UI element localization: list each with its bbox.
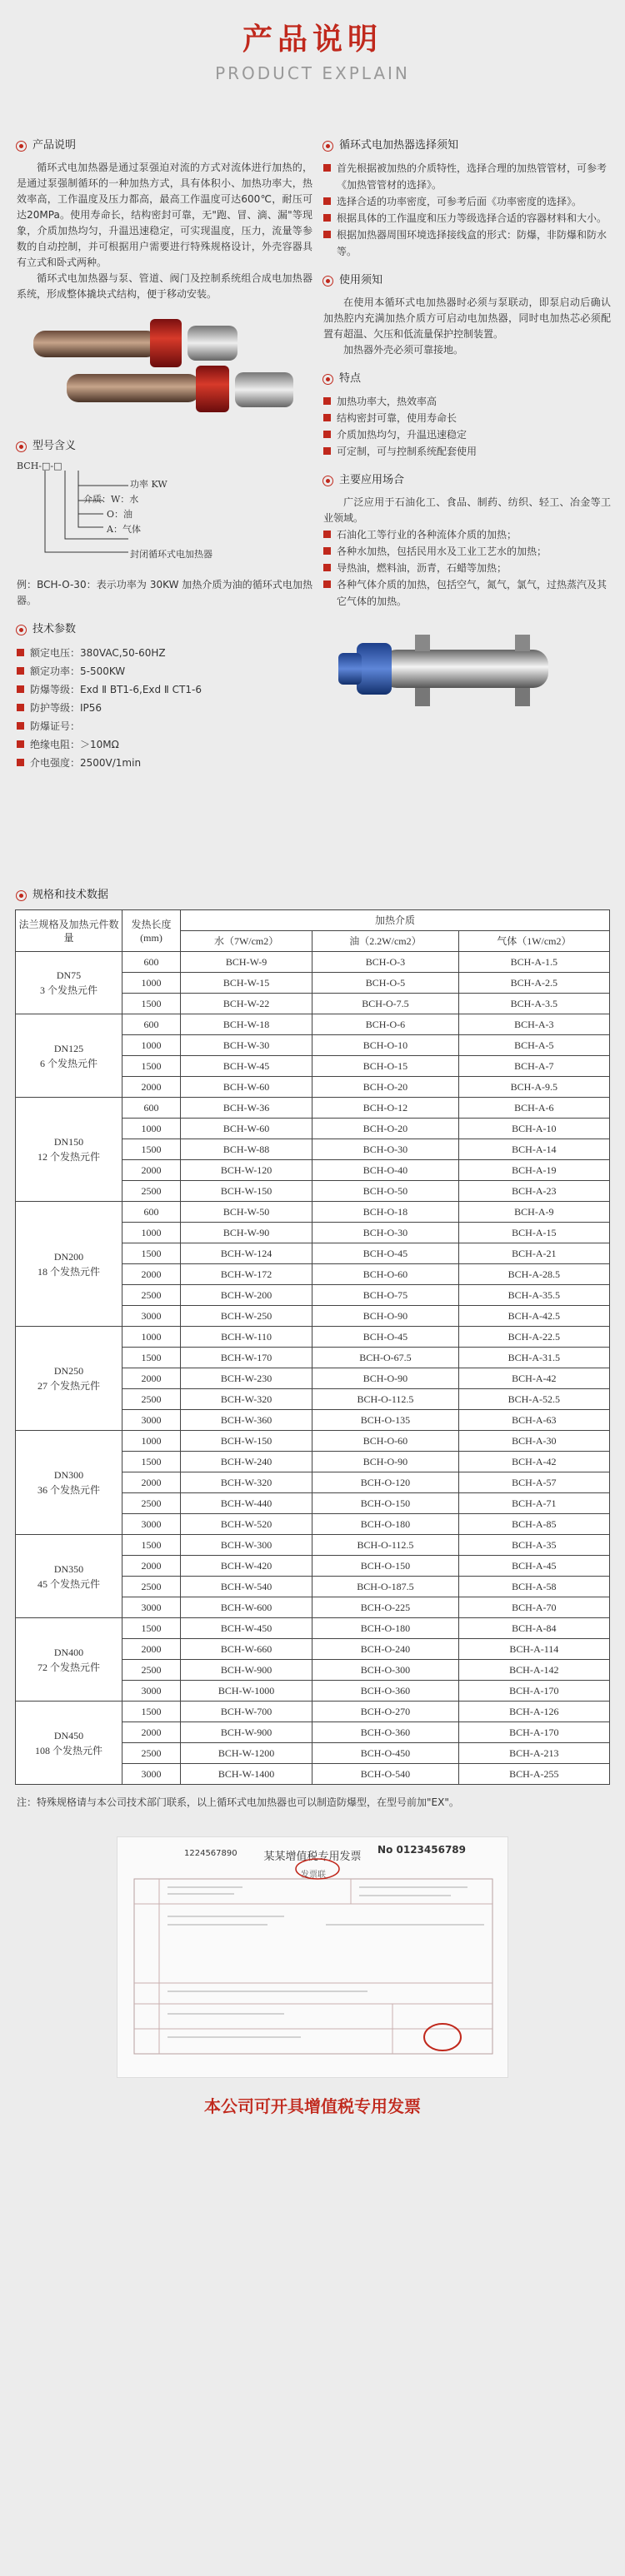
cell-oil: BCH-O-120 [312,1472,459,1493]
cell-water: BCH-W-110 [181,1327,312,1348]
col-header-length: 发热长度(mm) [122,910,181,952]
cell-length: 2000 [122,1368,181,1389]
cell-gas: BCH-A-30 [458,1431,609,1452]
cell-oil: BCH-O-90 [312,1452,459,1472]
cell-length: 2000 [122,1556,181,1577]
cell-water: BCH-W-250 [181,1306,312,1327]
table-note: 注：特殊规格请与本公司技术部门联系，以上循环式电加热器也可以制造防爆型，在型号前加"EX"。 [17,1796,459,1808]
cell-water: BCH-W-450 [181,1618,312,1639]
cell-gas: BCH-A-213 [458,1743,609,1764]
cell-flange: DN250 27 个发热元件 [16,1327,122,1431]
cell-length: 2500 [122,1181,181,1202]
cell-flange: DN150 12 个发热元件 [16,1098,122,1202]
invoice-code: 1224567890 [184,1849,238,1858]
cell-gas: BCH-A-2.5 [458,973,609,994]
cell-water: BCH-W-22 [181,994,312,1014]
cell-oil: BCH-O-60 [312,1431,459,1452]
cell-flange: DN75 3 个发热元件 [16,952,122,1014]
cell-oil: BCH-O-360 [312,1681,459,1702]
cell-flange: DN400 72 个发热元件 [16,1618,122,1702]
cell-length: 3000 [122,1681,181,1702]
cell-length: 1500 [122,1348,181,1368]
cell-length: 1000 [122,1035,181,1056]
cell-length: 1000 [122,1119,181,1139]
section-heading: 特点 [323,371,611,386]
cell-gas: BCH-A-126 [458,1702,609,1722]
cell-length: 2500 [122,1743,181,1764]
section-heading: 规格和技术数据 [17,888,625,903]
left-column [17,132,312,772]
model-line-gas: A：气体 [107,524,141,535]
heater-image-2 [323,625,611,716]
invoice-image [117,1836,508,2078]
table-row [16,1702,610,1722]
cell-length: 3000 [122,1514,181,1535]
cell-gas: BCH-A-42.5 [458,1306,609,1327]
cell-length: 3000 [122,1597,181,1618]
cell-oil: BCH-O-40 [312,1160,459,1181]
spec-table-body [16,952,610,1785]
usage-paragraph-1: 在使用本循环式电加热器时必须与泵联动，即泵启动后确认加热腔内充满加热介质方可启动电加热器，同时电加热芯必须配置有超温、欠压和低流量保护控制装置。 [323,296,611,340]
model-line-medium: 介质：W：水 [83,494,139,505]
cell-oil: BCH-O-240 [312,1639,459,1660]
col-header-gas: 气体（1W/cm2） [458,931,609,952]
cell-length: 1500 [122,1056,181,1077]
applications-list [323,526,611,610]
cell-water: BCH-W-1400 [181,1764,312,1785]
cell-length: 2000 [122,1472,181,1493]
cell-length: 2500 [122,1389,181,1410]
cell-gas: BCH-A-35 [458,1535,609,1556]
cell-oil: BCH-O-18 [312,1202,459,1223]
intro-paragraph-2: 循环式电加热器与泵、管道、阀门及控制系统组合成电加热器系统，形成整体撬块式结构，便于移动安装。 [17,272,312,300]
cell-gas: BCH-A-57 [458,1472,609,1493]
cell-oil: BCH-O-150 [312,1493,459,1514]
cell-gas: BCH-A-52.5 [458,1389,609,1410]
spec-item: 介电强度：2500V/1min [17,754,312,772]
footer-text: 本公司可开具增值税专用发票 [204,2096,421,2116]
cell-gas: BCH-A-31.5 [458,1348,609,1368]
cell-oil: BCH-O-30 [312,1139,459,1160]
cell-oil: BCH-O-150 [312,1556,459,1577]
cell-flange: DN125 6 个发热元件 [16,1014,122,1098]
cell-flange: DN450 108 个发热元件 [16,1702,122,1785]
cell-flange: DN300 36 个发热元件 [16,1431,122,1535]
selection-item: 选择合适的功率密度，可参考后面《功率密度的选择》。 [323,193,611,210]
cell-oil: BCH-O-180 [312,1514,459,1535]
spec-item: 防爆等级：Exd Ⅱ BT1-6,Exd Ⅱ CT1-6 [17,680,312,699]
section-heading: 使用须知 [323,273,611,288]
cell-water: BCH-W-45 [181,1056,312,1077]
cell-water: BCH-W-440 [181,1493,312,1514]
usage-paragraph-2: 加热器外壳必须可靠接地。 [343,344,464,356]
table-row [16,1327,610,1348]
cell-water: BCH-W-900 [181,1660,312,1681]
col-header-medium: 加热介质 [181,910,610,931]
cell-gas: BCH-A-42 [458,1368,609,1389]
cell-water: BCH-W-120 [181,1160,312,1181]
cell-length: 1000 [122,973,181,994]
feature-item: 可定制，可与控制系统配套使用 [323,443,611,460]
cell-oil: BCH-O-112.5 [312,1389,459,1410]
cell-water: BCH-W-420 [181,1556,312,1577]
footer-banner [0,2078,625,2163]
cell-length: 2500 [122,1493,181,1514]
cell-water: BCH-W-36 [181,1098,312,1119]
feature-item: 介质加热均匀，升温迅速稳定 [323,426,611,443]
cell-gas: BCH-A-14 [458,1139,609,1160]
cell-gas: BCH-A-170 [458,1722,609,1743]
specs-list [17,644,312,772]
cell-gas: BCH-A-28.5 [458,1264,609,1285]
model-line-name: 封闭循环式电加热器 [130,549,212,560]
right-column [323,132,611,716]
cell-length: 1500 [122,1243,181,1264]
model-example: 例：BCH-O-30：表示功率为 30KW 加热介质为油的循环式电加热器。 [17,579,312,606]
cell-oil: BCH-O-45 [312,1243,459,1264]
cell-gas: BCH-A-21 [458,1243,609,1264]
cell-gas: BCH-A-45 [458,1556,609,1577]
cell-oil: BCH-O-360 [312,1722,459,1743]
cell-water: BCH-W-320 [181,1472,312,1493]
cell-oil: BCH-O-45 [312,1327,459,1348]
invoice-lines [118,1837,509,2079]
cell-gas: BCH-A-42 [458,1452,609,1472]
selection-item: 首先根据被加热的介质特性，选择合理的加热管管材，可参考《加热管管材的选择》。 [323,160,611,193]
cell-gas: BCH-A-114 [458,1639,609,1660]
spec-item: 额定功率：5-500KW [17,662,312,680]
cell-oil: BCH-O-3 [312,952,459,973]
cell-gas: BCH-A-15 [458,1223,609,1243]
cell-oil: BCH-O-20 [312,1119,459,1139]
cell-water: BCH-W-15 [181,973,312,994]
model-diagram [17,461,312,577]
cell-gas: BCH-A-6 [458,1098,609,1119]
cell-length: 1500 [122,1618,181,1639]
cell-gas: BCH-A-84 [458,1618,609,1639]
table-row [16,952,610,973]
cell-water: BCH-W-9 [181,952,312,973]
cell-gas: BCH-A-63 [458,1410,609,1431]
cell-water: BCH-W-520 [181,1514,312,1535]
cell-water: BCH-W-360 [181,1410,312,1431]
page-title: 产品说明 [242,22,382,57]
cell-length: 1500 [122,994,181,1014]
cell-oil: BCH-O-12 [312,1098,459,1119]
cell-gas: BCH-A-10 [458,1119,609,1139]
cell-oil: BCH-O-10 [312,1035,459,1056]
cell-oil: BCH-O-180 [312,1618,459,1639]
page-header [0,0,625,98]
cell-length: 2500 [122,1577,181,1597]
cell-water: BCH-W-200 [181,1285,312,1306]
cell-oil: BCH-O-7.5 [312,994,459,1014]
cell-water: BCH-W-60 [181,1119,312,1139]
cell-water: BCH-W-50 [181,1202,312,1223]
cell-oil: BCH-O-75 [312,1285,459,1306]
cell-water: BCH-W-170 [181,1348,312,1368]
spec-item: 额定电压：380VAC,50-60HZ [17,644,312,662]
cell-oil: BCH-O-20 [312,1077,459,1098]
cell-length: 2000 [122,1264,181,1285]
cell-oil: BCH-O-225 [312,1597,459,1618]
model-line-oil: O：油 [107,509,133,520]
cell-water: BCH-W-30 [181,1035,312,1056]
cell-gas: BCH-A-3.5 [458,994,609,1014]
cell-oil: BCH-O-540 [312,1764,459,1785]
section-heading: 型号含义 [17,439,312,454]
features-list [323,393,611,460]
cell-water: BCH-W-1200 [181,1743,312,1764]
cell-water: BCH-W-150 [181,1431,312,1452]
cell-oil: BCH-O-112.5 [312,1535,459,1556]
top-section [0,98,625,881]
spec-table-wrap [15,909,610,1785]
intro-paragraph-1: 循环式电加热器是通过泵强迫对流的方式对流体进行加热的，是通过泵强制循环的一种加热方式，具有体积小、加热功率大，热效率高，工作温度及压力都高，最高工作温度可达600℃，耐压可达20MPa。使用寿命长，结构密封可靠，无"跑、冒、滴、漏"等现象，介质加热均匀，升温迅速稳定，可实现温度，压力，流量等参数的自动控制，并可根据用户需要进行特殊规格设计，外壳容器具有立式和卧式两种。 [17,162,312,268]
cell-water: BCH-W-124 [181,1243,312,1264]
cell-length: 1000 [122,1327,181,1348]
cell-water: BCH-W-240 [181,1452,312,1472]
cell-water: BCH-W-60 [181,1077,312,1098]
cell-gas: BCH-A-85 [458,1514,609,1535]
heater-image [17,307,312,432]
cell-gas: BCH-A-142 [458,1660,609,1681]
cell-oil: BCH-O-5 [312,973,459,994]
cell-flange: DN200 18 个发热元件 [16,1202,122,1327]
cell-length: 2500 [122,1285,181,1306]
cell-water: BCH-W-172 [181,1264,312,1285]
application-item: 石油化工等行业的各种流体介质的加热； [323,526,611,543]
applications-paragraph: 广泛应用于石油化工、食品、制药、纺织、轻工、冶金等工业领域。 [323,496,611,524]
feature-item: 结构密封可靠，使用寿命长 [323,410,611,426]
cell-water: BCH-W-600 [181,1597,312,1618]
page-subtitle: PRODUCT EXPLAIN [215,63,410,83]
cell-length: 1500 [122,1535,181,1556]
spec-item: 绝缘电阻：＞10MΩ [17,735,312,754]
cell-oil: BCH-O-30 [312,1223,459,1243]
cell-length: 1500 [122,1139,181,1160]
section-heading: 产品说明 [17,138,312,153]
col-header-oil: 油（2.2W/cm2） [312,931,459,952]
cell-gas: BCH-A-19 [458,1160,609,1181]
cell-gas: BCH-A-7 [458,1056,609,1077]
cell-water: BCH-W-90 [181,1223,312,1243]
cell-oil: BCH-O-60 [312,1264,459,1285]
application-item: 各种水加热，包括民用水及工业工艺水的加热； [323,543,611,560]
application-item: 导热油，燃料油，沥青，石蜡等加热； [323,560,611,576]
cell-length: 600 [122,1098,181,1119]
section-heading: 技术参数 [17,622,312,637]
cell-flange: DN350 45 个发热元件 [16,1535,122,1618]
selection-item: 根据具体的工作温度和压力等级选择合适的容器材料和大小。 [323,210,611,227]
col-header-flange: 法兰规格及加热元件数量 [16,910,122,952]
cell-gas: BCH-A-5 [458,1035,609,1056]
cell-oil: BCH-O-270 [312,1702,459,1722]
spec-item: 防爆证号： [17,717,312,735]
cell-oil: BCH-O-187.5 [312,1577,459,1597]
cell-length: 600 [122,1014,181,1035]
heater-illustration [17,307,312,432]
cell-gas: BCH-A-170 [458,1681,609,1702]
cell-gas: BCH-A-255 [458,1764,609,1785]
cell-oil: BCH-O-50 [312,1181,459,1202]
application-item: 各种气体介质的加热，包括空气，氮气，氯气，过热蒸汽及其它气体的加热。 [323,576,611,610]
section-heading: 循环式电加热器选择须知 [323,138,611,153]
cell-gas: BCH-A-22.5 [458,1327,609,1348]
cell-oil: BCH-O-135 [312,1410,459,1431]
invoice-stamp-text: 发票联 [301,1871,326,1880]
cell-oil: BCH-O-90 [312,1368,459,1389]
cell-gas: BCH-A-9 [458,1202,609,1223]
cell-water: BCH-W-150 [181,1181,312,1202]
cell-gas: BCH-A-58 [458,1577,609,1597]
cell-length: 2000 [122,1077,181,1098]
cell-gas: BCH-A-1.5 [458,952,609,973]
cell-water: BCH-W-230 [181,1368,312,1389]
cell-gas: BCH-A-70 [458,1597,609,1618]
cell-length: 600 [122,1202,181,1223]
invoice-number: No 0123456789 [378,1844,466,1856]
cell-oil: BCH-O-300 [312,1660,459,1681]
cell-oil: BCH-O-15 [312,1056,459,1077]
table-row [16,1014,610,1035]
col-header-water: 水（7W/cm2） [181,931,312,952]
cell-length: 2000 [122,1160,181,1181]
cell-length: 3000 [122,1410,181,1431]
invoice-title: 某某增值税专用发票 [263,1850,362,1862]
cell-oil: BCH-O-67.5 [312,1348,459,1368]
table-row [16,1098,610,1119]
selection-item: 根据加热器周围环境选择接线盒的形式：防爆，非防爆和防水等。 [323,227,611,260]
cell-length: 1000 [122,1431,181,1452]
cell-oil: BCH-O-90 [312,1306,459,1327]
cell-water: BCH-W-660 [181,1639,312,1660]
cell-water: BCH-W-700 [181,1702,312,1722]
table-row [16,1535,610,1556]
table-heading-wrap [0,888,625,903]
cell-length: 3000 [122,1764,181,1785]
cell-length: 2000 [122,1722,181,1743]
section-heading: 主要应用场合 [323,473,611,488]
cell-gas: BCH-A-71 [458,1493,609,1514]
cell-gas: BCH-A-3 [458,1014,609,1035]
feature-item: 加热功率大，热效率高 [323,393,611,410]
cell-length: 600 [122,952,181,973]
selection-list [323,160,611,260]
spec-item: 防护等级：IP56 [17,699,312,717]
cell-gas: BCH-A-9.5 [458,1077,609,1098]
cell-water: BCH-W-18 [181,1014,312,1035]
cell-water: BCH-W-300 [181,1535,312,1556]
cell-gas: BCH-A-35.5 [458,1285,609,1306]
cell-length: 1000 [122,1223,181,1243]
cell-gas: BCH-A-23 [458,1181,609,1202]
cell-length: 2500 [122,1660,181,1681]
cell-water: BCH-W-900 [181,1722,312,1743]
table-row [16,1431,610,1452]
model-code: BCH-□-□ [17,461,62,471]
cell-length: 1500 [122,1702,181,1722]
table-row [16,1202,610,1223]
cell-oil: BCH-O-450 [312,1743,459,1764]
horizontal-heater-illustration [323,625,573,716]
table-row [16,1618,610,1639]
cell-water: BCH-W-320 [181,1389,312,1410]
cell-length: 1500 [122,1452,181,1472]
cell-water: BCH-W-1000 [181,1681,312,1702]
spec-table [15,909,610,1785]
cell-length: 3000 [122,1306,181,1327]
cell-water: BCH-W-88 [181,1139,312,1160]
cell-water: BCH-W-540 [181,1577,312,1597]
model-line-power: 功率 KW [130,479,168,490]
cell-oil: BCH-O-6 [312,1014,459,1035]
cell-length: 2000 [122,1639,181,1660]
